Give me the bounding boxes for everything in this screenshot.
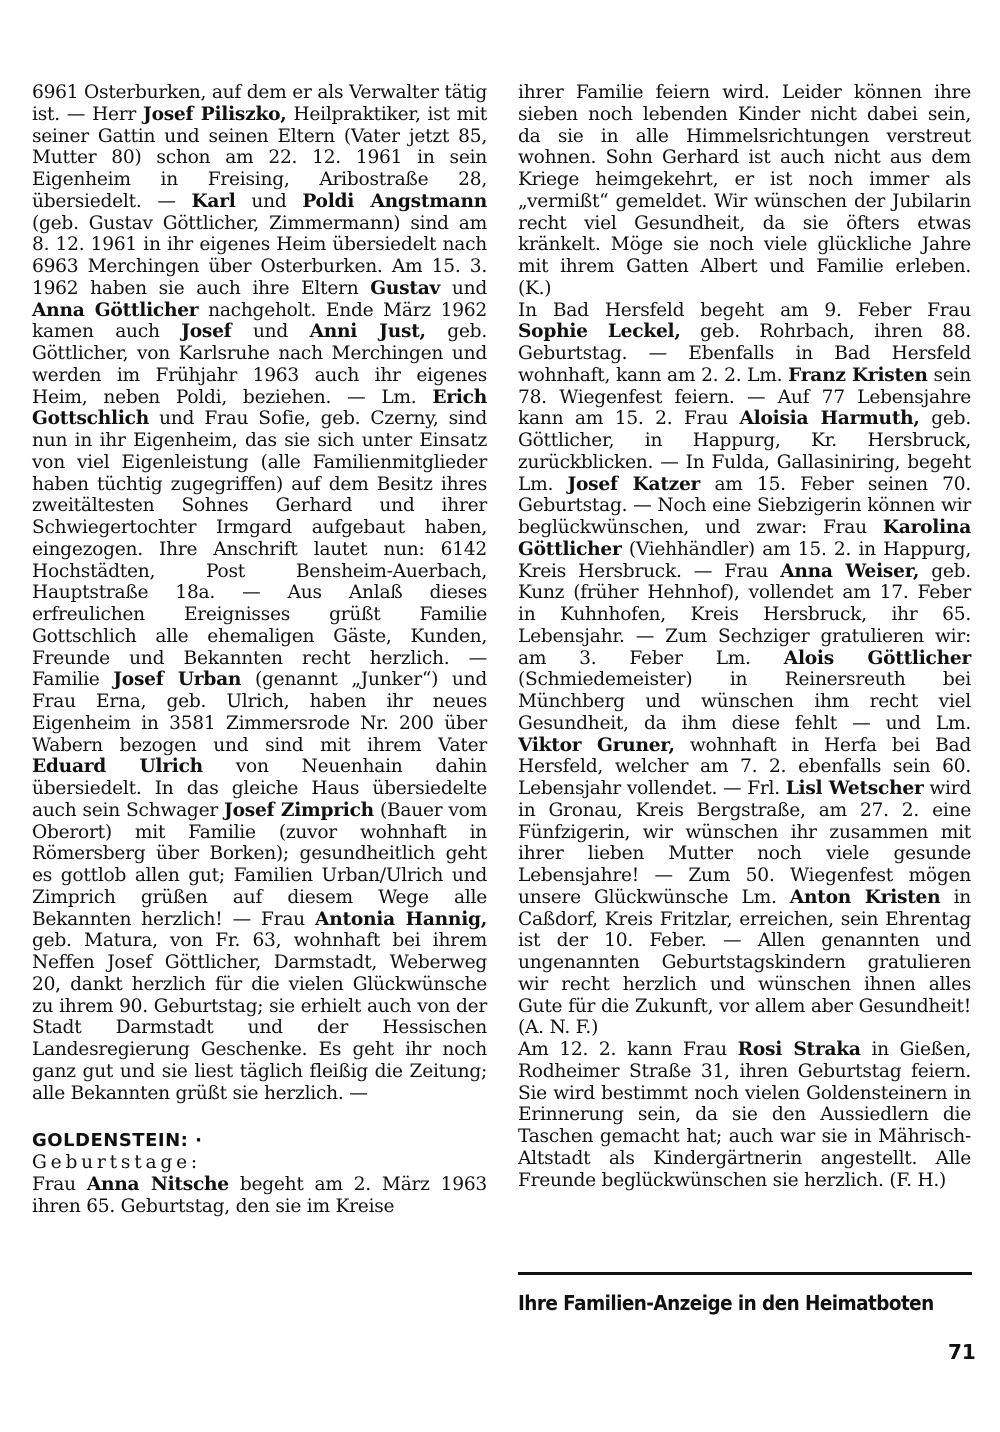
person-name: Alois Göttlicher	[783, 647, 972, 669]
person-name: Josef Piliszko,	[143, 103, 287, 125]
article-paragraph: In Bad Hersfeld begeht am 9. Feber Frau Sophie Leckel, geb. Rohrbach, ihren 88. Geburtstag. — Ebenfalls in Bad Hersfeld wohnhaft, kann am 2. 2. Lm. Franz Kristen sein 78. Wiegenfest feiern. — Auf 77 Lebensjahre kann am 15. 2. Frau Aloisia Harmuth, geb. Göttlicher, in Happurg, Kr. Hersbruck, zurückblicken. — In Fulda, Gallasiniring, begeht Lm. Josef Katzer am 15. Feber seinen 70. Geburtstag. — Noch eine Siebzigerin können wir beglückwünschen, und zwar: Frau Karolina Göttlicher (Viehhändler) am 15. 2. in Happurg, Kreis Hersbruck. — Frau Anna Weiser, geb. Kunz (früher Hehnhof), vollendet am 17. Feber in Kuhnhofen, Kreis Hersbruck, ihr 65. Lebensjahr. — Zum Sechziger gratulieren wir: am 3. Feber Lm. Alois Göttlicher (Schmiedemeister) in Reinersreuth bei Münchberg und wünschen ihm recht viel Gesundheit, da ihm diese fehlt — und Lm. Viktor Gruner, wohnhaft in Herfa bei Bad Hersfeld, welcher am 7. 2. ebenfalls sein 60. Lebensjahr vollendet. — Frl. Lisl Wetscher wird in Gronau, Kreis Bergstraße, am 27. 2. eine Fünfzigerin, wir wünschen ihr zusammen mit ihrer lieben Mutter noch viele gesunde Lebensjahre! — Zum 50. Wiegenfest mögen unsere Glückwünsche Lm. Anton Kristen in Caßdorf, Kreis Fritzlar, erreichen, sein Ehrentag ist der 10. Feber. — Allen genannten und ungenannten Geburtstagskindern gratulieren wir recht herzlich und wünschen ihnen alles Gute für die Zukunft, vor allem aber Gesundheit! (A. N. F.)	[518, 299, 972, 1039]
person-name: Viktor Gruner,	[518, 734, 675, 756]
person-name: Poldi Angstmann	[302, 190, 487, 212]
advertisement-line: Ihre Familien-Anzeige in den Heimatboten	[518, 1291, 934, 1315]
person-name: Erich Gottschlich	[32, 386, 487, 430]
page-number: 71	[948, 1340, 976, 1364]
person-name: Karolina Göttlicher	[518, 517, 971, 560]
article-paragraph: 6961 Osterburken, auf dem er als Verwalter tätig ist. — Herr Josef Piliszko, Heilpraktiker, ist mit seiner Gattin und seinen Eltern (Vater jetzt 85, Mutter 80) schon am 22. 12. 1961 in sein Eigenheim in Freising, Aribostraße 28, übersiedelt. — Karl und Poldi Angstmann (geb. Gustav Göttlicher, Zimmermann) sind am 8. 12. 1961 in ihr eigenes Heim übersiedelt nach 6963 Merchingen über Osterburken. Am 15. 3. 1962 haben sie auch ihre Eltern Gustav und Anna Göttlicher nachgeholt. Ende März 1962 kamen auch Josef und Anni Just, geb. Göttlicher, von Karlsruhe nach Merchingen und werden im Frühjahr 1963 auch ihr eigenes Heim, neben Poldi, beziehen. — Lm. Erich Gottschlich und Frau Sofie, geb. Czerny, sind nun in ihr Eigenheim, das sie sich unter Einsatz von viel Eigenleistung (alle Familienmitglieder haben tüchtig zugegriffen) auf dem Besitz ihres zweitältesten Sohnes Gerhard und ihrer Schwiegertochter Irmgard aufgebaut haben, eingezogen. Ihre Anschrift lautet nun: 6142 Hochstädten, Post Bensheim-Auerbach, Hauptstraße 18a. — Aus Anlaß dieses erfreulichen Ereignisses grüßt Familie Gottschlich alle ehemaligen Gäste, Kunden, Freunde und Bekannten recht herzlich. — Familie Josef Urban (genannt „Junker“) und Frau Erna, geb. Ulrich, haben ihr neues Eigenheim in 3581 Zimmersrode Nr. 200 über Wabern bezogen und sind mit ihrem Vater Eduard Ulrich von Neuenhain dahin übersiedelt. In das gleiche Haus übersiedelte auch sein Schwager Josef Zimprich (Bauer vom Oberort) mit Familie (zuvor wohnhaft in Römersberg über Borken); gesundheitlich geht es gottlob allen gut; Familien Urban/Ulrich und Zimprich grüßen auf diesem Wege alle Bekannten herzlich! — Frau Antonia Hannig, geb. Matura, von Fr. 63, wohnhaft bei ihrem Neffen Josef Göttlicher, Darmstadt, Weberweg 20, dankt herzlich für die vielen Glückwünsche zu ihrem 90. Geburtstag; sie erhielt auch von der Stadt Darmstadt und der Hessischen Landesregierung Geschenke. Es geht ihr noch ganz gut und sie liest täglich fleißig die Zeitung; alle Bekannten grüßt sie herzlich. —	[32, 82, 487, 1104]
person-name: Karl	[191, 190, 236, 212]
person-name: Franz Kristen	[788, 364, 928, 386]
person-name: Josef	[181, 321, 232, 343]
person-name: Anna Göttlicher	[32, 299, 199, 321]
person-name: Rosi Straka	[737, 1039, 861, 1060]
divider-rule	[518, 1272, 972, 1275]
section-heading: GOLDENSTEIN: ·	[32, 1130, 203, 1152]
article-paragraph: Frau Anna Nitsche begeht am 2. März 1963 ihren 65. Geburtstag, den sie im Kreise	[32, 1173, 487, 1217]
article-paragraph: ihrer Familie feiern wird. Leider können ihre sieben noch lebenden Kinder nicht dabei sein, da sie in alle Himmelsrichtungen verstreut wohnen. Sohn Gerhard ist auch nicht aus dem Kriege heimgekehrt, er ist noch immer als „vermißt“ gemeldet. Wir wünschen der Jubilarin recht viel Gesundheit, da sie öfters etwas kränkelt. Möge sie noch viele glückliche Jahre mit ihrem Gatten Albert und Familie erleben. (K.)	[518, 82, 971, 299]
person-name: Lisl Wetscher	[785, 778, 924, 799]
person-name: Anna Nitsche	[86, 1173, 229, 1195]
person-name: Sophie Leckel,	[518, 321, 681, 343]
right-column	[518, 82, 971, 1191]
left-column	[32, 82, 487, 1217]
person-name: Antonia Hannig,	[315, 908, 487, 930]
person-name: Josef Zimprich	[224, 799, 374, 821]
person-name: Anton Kristen	[789, 886, 941, 908]
person-name: Aloisia Harmuth,	[739, 408, 920, 430]
person-name: Anna Weiser,	[780, 560, 920, 582]
person-name: Anni Just,	[309, 321, 426, 343]
article-paragraph: Am 12. 2. kann Frau Rosi Straka in Gießen, Rodheimer Straße 31, ihren Geburtstag feiern. Sie wird bestimmt noch vielen Goldensteinern in Erinnerung sein, da sie den Aussiedlern die Taschen gemacht hat; auch war sie in Mährisch-Altstadt als Kindergärtnerin angestellt. Alle Freunde beglückwünschen sie herzlich. (F. H.)	[518, 1039, 972, 1191]
person-name: Josef Katzer	[567, 473, 701, 495]
subheading: Geburtstage:	[32, 1152, 201, 1173]
person-name: Eduard Ulrich	[32, 756, 203, 778]
person-name: Gustav	[370, 277, 441, 299]
person-name: Josef Urban	[113, 669, 242, 691]
section-gap	[32, 1104, 487, 1130]
